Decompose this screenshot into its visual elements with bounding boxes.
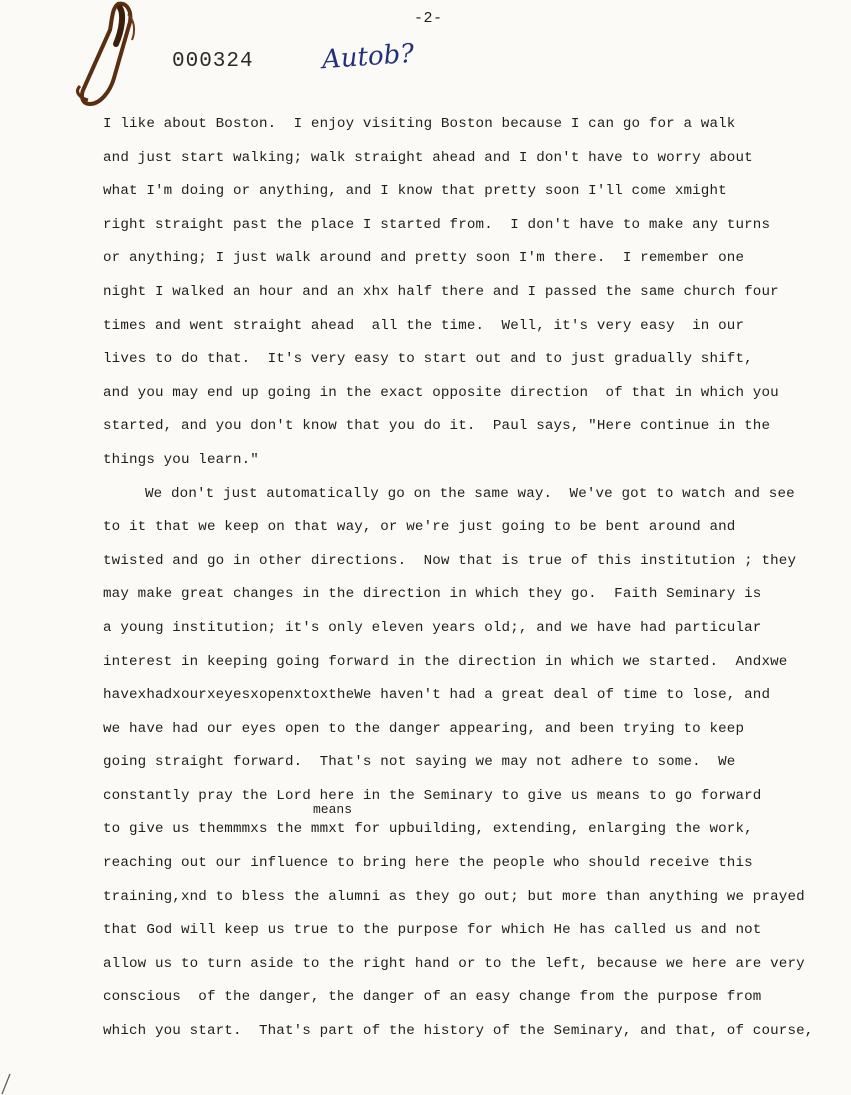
text-line: things you learn." — [103, 451, 259, 468]
text-line: and just start walking; walk straight ahead and I don't have to worry about — [103, 149, 753, 166]
text-line: and you may end up going in the exact opposite direction of that in which you — [103, 384, 779, 401]
text-line: training,xnd to bless the alumni as they go out; but more than anything we prayed — [103, 888, 805, 905]
margin-mark — [0, 1070, 20, 1095]
text-line: twisted and go in other directions. Now that is true of this institution ; they — [103, 552, 797, 569]
ink-stain-mark — [70, 0, 160, 110]
text-line: to it that we keep on that way, or we're just going to be bent around and — [103, 519, 736, 536]
text-line: reaching out our influence to bring here the people who should receive this — [103, 855, 753, 872]
text-line: constantly pray the Lord here in the Seminary to give us means to go forward — [103, 787, 762, 804]
text-line: or anything; I just walk around and pretty soon I'm there. I remember one — [103, 250, 745, 267]
text-line: that God will keep us true to the purpose for which He has called us and not — [103, 922, 762, 939]
text-line: havexhadxourxeyesxopenxtoxtheWe haven't had a great deal of time to lose, and — [103, 687, 771, 704]
typewritten-body — [103, 108, 814, 1049]
text-line: started, and you don't know that you do it. Paul says, "Here continue in the — [103, 418, 771, 435]
text-line: conscious of the danger, the danger of an easy change from the purpose from — [103, 989, 762, 1006]
text-line: night I walked an hour and an xhx half there and I passed the same church four — [103, 283, 779, 300]
text-line: which you start. That's part of the history of the Seminary, and that, of course, — [103, 1023, 814, 1040]
text-line: may make great changes in the direction in which they go. Faith Seminary is — [103, 586, 762, 603]
handwritten-annotation: Autob? — [321, 38, 416, 76]
text-line: lives to do that. It's very easy to start out and to just gradually shift, — [103, 351, 753, 368]
text-line: right straight past the place I started from. I don't have to make any turns — [103, 216, 771, 233]
text-line: what I'm doing or anything, and I know that pretty soon I'll come xmight — [103, 183, 727, 200]
text-line: to give us themmmxs the mmxt for upbuilding, extending, enlarging the work, — [103, 821, 753, 838]
page-number: -2- — [414, 10, 443, 27]
document-id: 000324 — [172, 50, 254, 73]
text-line: going straight forward. That's not saying we may not adhere to some. We — [103, 754, 736, 771]
text-line: allow us to turn aside to the right hand or to the left, because we here are very — [103, 955, 805, 972]
interlinear-insert: means — [313, 802, 353, 817]
text-line: a young institution; it's only eleven years old;, and we have had particular — [103, 619, 762, 636]
text-line: I like about Boston. I enjoy visiting Boston because I can go for a walk — [103, 116, 736, 132]
text-line: interest in keeping going forward in the direction in which we started. Andxwe — [103, 653, 788, 670]
paragraph-start-line: We don't just automatically go on the same way. We've got to watch and see — [145, 485, 795, 502]
text-line: times and went straight ahead all the time. Well, it's very easy in our — [103, 317, 745, 334]
text-line: we have had our eyes open to the danger appearing, and been trying to keep — [103, 720, 745, 737]
